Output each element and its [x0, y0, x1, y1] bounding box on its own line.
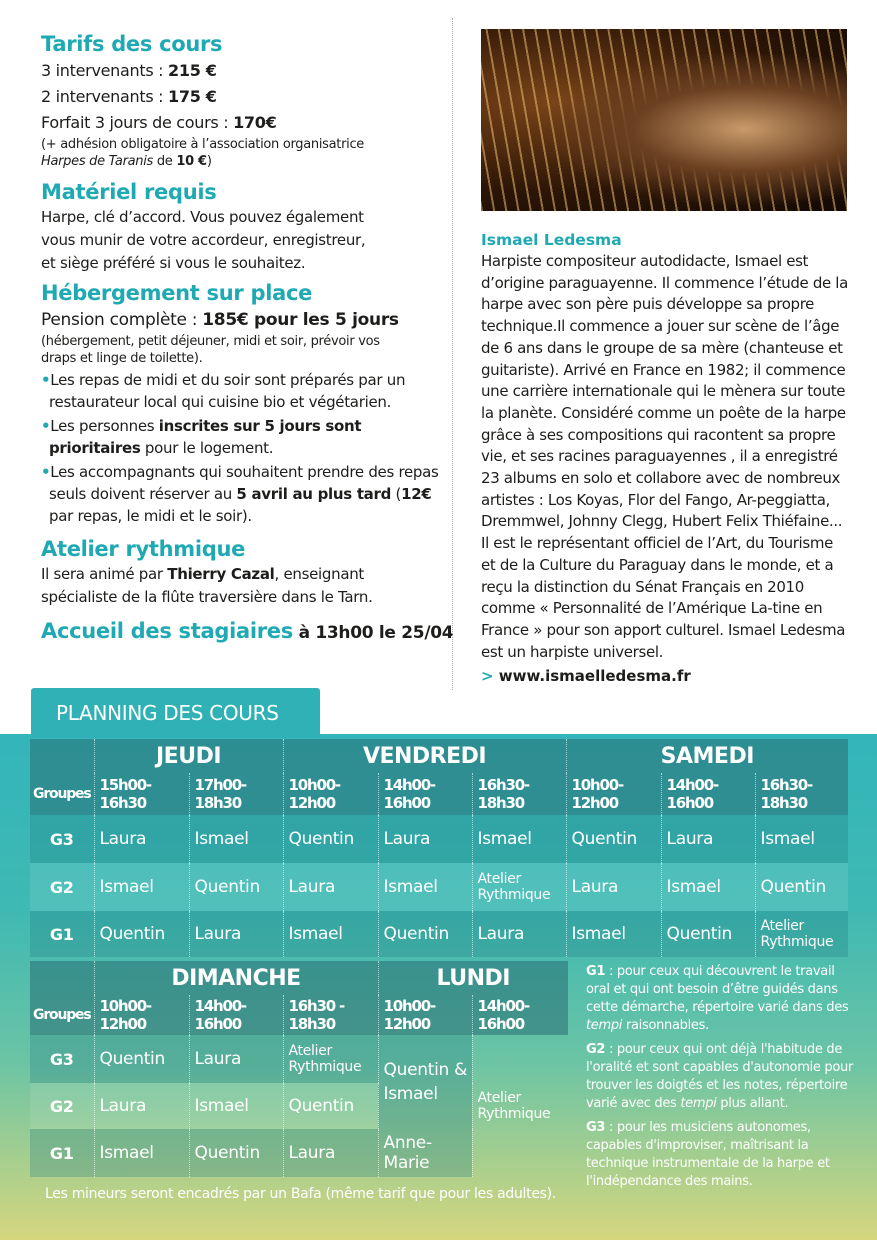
materiel-line: Harpe, clé d’accord. Vous pouvez également	[41, 208, 364, 226]
table-row	[30, 911, 848, 957]
schedule-cell: Quentin	[661, 911, 755, 957]
legend-g3	[586, 1119, 862, 1191]
schedule-cell: Quentin	[189, 1129, 283, 1177]
atelier-title: Atelier rythmique	[41, 537, 246, 561]
schedule-cell: Atelier Rythmique	[283, 1035, 378, 1083]
atelier-text-part: , enseignant spécialiste de la flûte traversière dans le Tarn.	[41, 565, 373, 606]
note-text: )	[206, 154, 212, 169]
schedule-cell-merged: Quentin & Ismael	[378, 1035, 472, 1129]
day-dimanche: DIMANCHE	[94, 961, 378, 995]
day-samedi: SAMEDI	[566, 739, 848, 773]
bullet-prioritaires	[41, 415, 379, 459]
artist-name: Ismael Ledesma	[481, 231, 622, 249]
tarif-label: Forfait 3 jours de cours :	[41, 113, 234, 132]
schedule-cell: Ismael	[189, 1083, 283, 1129]
tarif-label: 3 intervenants :	[41, 61, 169, 80]
pension-line	[41, 307, 441, 333]
bullet-dot: •	[41, 417, 51, 435]
schedule-cell: Quentin	[283, 1083, 378, 1129]
schedule-cell: Quentin	[94, 1035, 189, 1083]
tarif-label: 2 intervenants :	[41, 87, 169, 106]
schedule-cell: Laura	[189, 911, 283, 957]
planning-tab: PLANNING DES COURS	[31, 688, 320, 738]
group-label: G2	[30, 863, 94, 911]
bullet-repas	[41, 369, 441, 413]
schedule-cell: Laura	[472, 911, 566, 957]
group-label: G3	[30, 815, 94, 863]
note-text: de	[153, 154, 177, 169]
legend-g2	[586, 1041, 862, 1113]
schedule-cell: Ismael	[661, 863, 755, 911]
group-label: G1	[30, 1129, 94, 1177]
group-label: G2	[30, 1083, 94, 1129]
bullet-text: pour le logement.	[140, 439, 274, 457]
bullet-bold: inscrites sur 5 jours sont prioritaires	[49, 417, 362, 457]
planning-table-week	[30, 739, 848, 957]
groupes-header: Groupes	[30, 773, 94, 815]
schedule-cell: Laura	[378, 815, 472, 863]
tarif-line-3	[41, 58, 441, 84]
bullet-text: par repas, le midi et le soir).	[49, 507, 252, 525]
schedule-cell: Laura	[661, 815, 755, 863]
table-row	[30, 815, 848, 863]
slot-header: 16h30 - 18h30	[283, 995, 378, 1035]
atelier-animator: Thierry Cazal	[167, 565, 275, 583]
group-legend	[586, 963, 862, 1197]
bullet-text: Les personnes	[50, 417, 159, 435]
legend-text: : pour ceux qui ont déjà l'habitude de l'oralité et sont capables d'autonomie pour trouver les doigtés et les notes, répertoire varié avec des	[586, 1042, 853, 1111]
slot-header: 10h00-12h00	[283, 773, 378, 815]
schedule-cell: Ismael	[378, 863, 472, 911]
day-spacer	[30, 739, 94, 773]
pension-price: 185€ pour les 5 jours	[202, 310, 399, 330]
pension-detail: (hébergement, petit déjeuner, midi et soir, prévoir vos draps et linge de toilette).	[41, 334, 380, 366]
group-label: G3	[30, 1035, 94, 1083]
tarif-price: 175 €	[168, 87, 217, 106]
day-jeudi: JEUDI	[94, 739, 283, 773]
accueil-line	[41, 619, 454, 643]
tarif-price: 170€	[233, 113, 277, 132]
slot-header: 15h00-16h30	[94, 773, 189, 815]
slot-header: 14h00-16h00	[661, 773, 755, 815]
slot-header: 10h00-12h00	[566, 773, 661, 815]
legend-tag: G1	[586, 964, 606, 979]
schedule-cell: Quentin	[283, 815, 378, 863]
slot-header: 16h30-18h30	[472, 773, 566, 815]
atelier-text	[41, 563, 401, 609]
schedule-cell: Quentin	[94, 911, 189, 957]
schedule-cell: Quentin	[378, 911, 472, 957]
legend-text: : pour ceux qui découvrent le travail oral et qui ont besoin d’être guidés dans cette démarche, répertoire varié dans des	[586, 964, 849, 1015]
artist-website-link[interactable]: www.ismaelledesma.fr	[498, 667, 691, 686]
bullet-text: Les repas de midi et du soir sont préparés par un restaurateur local qui cuisine bio et végétarien.	[49, 371, 406, 411]
tarif-line-2	[41, 84, 441, 110]
materiel-line: et siège préféré si vous le souhaitez.	[41, 254, 306, 272]
slot-header: 16h30-18h30	[755, 773, 848, 815]
schedule-cell: Ismael	[755, 815, 848, 863]
artist-bio: Harpiste compositeur autodidacte, Ismael est d’origine paraguayenne. Il commence l’étude de la harpe avec son père puis développe sa propre technique.Il commence a jouer sur scène de l’âge de 6 ans dans le groupe de sa mère (chanteuse et guitariste). Arrivé en France en 1982; il commence une carrière internationale qui le mènera sur toute la planète. Considéré comme un poête de la harpe grâce à ses compositions qui racontent sa propre vie, et ses racines paraguayennes , il a enregistré 23 albums en solo et collabore avec de nombreux artistes : Los Koyas, Flor del Fango, Ar-peggiatta, Dremmwel, Johnny Clegg, Hubert Felix Thiéfaine... Il est le représentant officiel de l’Art, du Tourisme et de la Culture du Paraguay dans le monde, et a reçu la distinction du Sénat Français en 2010 comme « Personnalité de l’Amérique La-tine en France » pour son apport culturel. Ismael Ledesma est un harpiste universel.	[481, 252, 848, 661]
arrow-icon: >	[481, 667, 499, 686]
table-row	[30, 1035, 568, 1083]
slot-header: 10h00-12h00	[378, 995, 472, 1035]
schedule-cell: Ismael	[94, 1129, 189, 1177]
group-label: G1	[30, 911, 94, 957]
schedule-cell: Laura	[566, 863, 661, 911]
schedule-cell: Ismael	[94, 863, 189, 911]
bullet-text: Les accompagnants qui souhaitent prendre des repas seuls doivent réserver au	[49, 463, 439, 503]
bullet-text: (	[391, 485, 402, 503]
legend-text: plus allant.	[716, 1096, 789, 1111]
pension-label: Pension complète :	[41, 310, 203, 330]
schedule-cell: Anne-Marie	[378, 1129, 472, 1177]
tarif-line-forfait	[41, 110, 441, 136]
note-text: (+ adhésion obligatoire à l’association organisatrice	[41, 137, 365, 152]
legend-tag: G2	[586, 1042, 606, 1057]
schedule-cell: Ismael	[189, 815, 283, 863]
tarifs-section	[41, 30, 441, 170]
bullet-bold: 12€	[401, 485, 432, 503]
artist-website-line[interactable]	[481, 665, 851, 687]
schedule-cell: Ismael	[283, 911, 378, 957]
artist-section	[481, 229, 851, 687]
day-lundi: LUNDI	[378, 961, 568, 995]
bullet-bold: 5 avril au plus tard	[236, 485, 392, 503]
table-row	[30, 863, 848, 911]
tarif-price: 215 €	[168, 61, 217, 80]
planning-table-weekend	[30, 961, 568, 1177]
legend-g1	[586, 963, 862, 1035]
legend-text: : pour les musiciens autonomes, capables d'improviser, maîtrisant la technique instrumentale de la harpe et l'indépendance des mains.	[586, 1120, 830, 1189]
slot-header: 17h00-18h30	[189, 773, 283, 815]
atelier-text-part: Il sera animé par	[41, 565, 168, 583]
day-vendredi: VENDREDI	[283, 739, 566, 773]
schedule-cell: Quentin	[189, 863, 283, 911]
minors-note: Les mineurs seront encadrés par un Bafa (même tarif que pour les adultes).	[45, 1186, 556, 1202]
materiel-line: vous munir de votre accordeur, enregistreur,	[41, 231, 366, 249]
column-divider	[452, 18, 453, 690]
materiel-title: Matériel requis	[41, 180, 217, 204]
hebergement-title: Hébergement sur place	[41, 281, 313, 305]
schedule-cell: Laura	[189, 1035, 283, 1083]
accueil-when: à 13h00 le 25/04	[292, 623, 454, 643]
schedule-cell: Laura	[283, 863, 378, 911]
schedule-cell: Quentin	[566, 815, 661, 863]
tarif-note	[41, 136, 441, 170]
schedule-cell: Atelier Rythmique	[755, 911, 848, 957]
artist-photo	[481, 29, 847, 211]
schedule-cell: Atelier Rythmique	[472, 863, 566, 911]
legend-tag: G3	[586, 1120, 606, 1135]
left-column	[41, 30, 454, 643]
atelier-section	[41, 535, 441, 609]
day-spacer	[30, 961, 94, 995]
bullet-accompagnants	[41, 461, 441, 527]
schedule-cell: Ismael	[472, 815, 566, 863]
slot-header: 10h00-12h00	[94, 995, 189, 1035]
schedule-cell-atelier: Atelier Rythmique	[472, 1035, 568, 1177]
legend-text: raisonnables.	[622, 1018, 709, 1033]
schedule-cell: Laura	[94, 1083, 189, 1129]
schedule-cell: Laura	[94, 815, 189, 863]
slot-header: 14h00-16h00	[472, 995, 568, 1035]
schedule-cell: Laura	[283, 1129, 378, 1177]
bullet-dot: •	[41, 371, 51, 389]
tarifs-title: Tarifs des cours	[41, 32, 223, 56]
slot-header: 14h00-16h00	[189, 995, 283, 1035]
association-name: Harpes de Taranis	[41, 154, 154, 169]
slot-header: 14h00-16h00	[378, 773, 472, 815]
hebergement-section	[41, 279, 441, 527]
adhesion-price: 10 €	[176, 154, 207, 169]
schedule-cell: Ismael	[566, 911, 661, 957]
materiel-section	[41, 178, 441, 275]
bullet-dot: •	[41, 463, 51, 481]
groupes-header: Groupes	[30, 995, 94, 1035]
schedule-cell: Quentin	[755, 863, 848, 911]
accueil-title: Accueil des stagiaires	[41, 619, 293, 643]
legend-italic: tempi	[586, 1018, 623, 1033]
legend-italic: tempi	[680, 1096, 717, 1111]
